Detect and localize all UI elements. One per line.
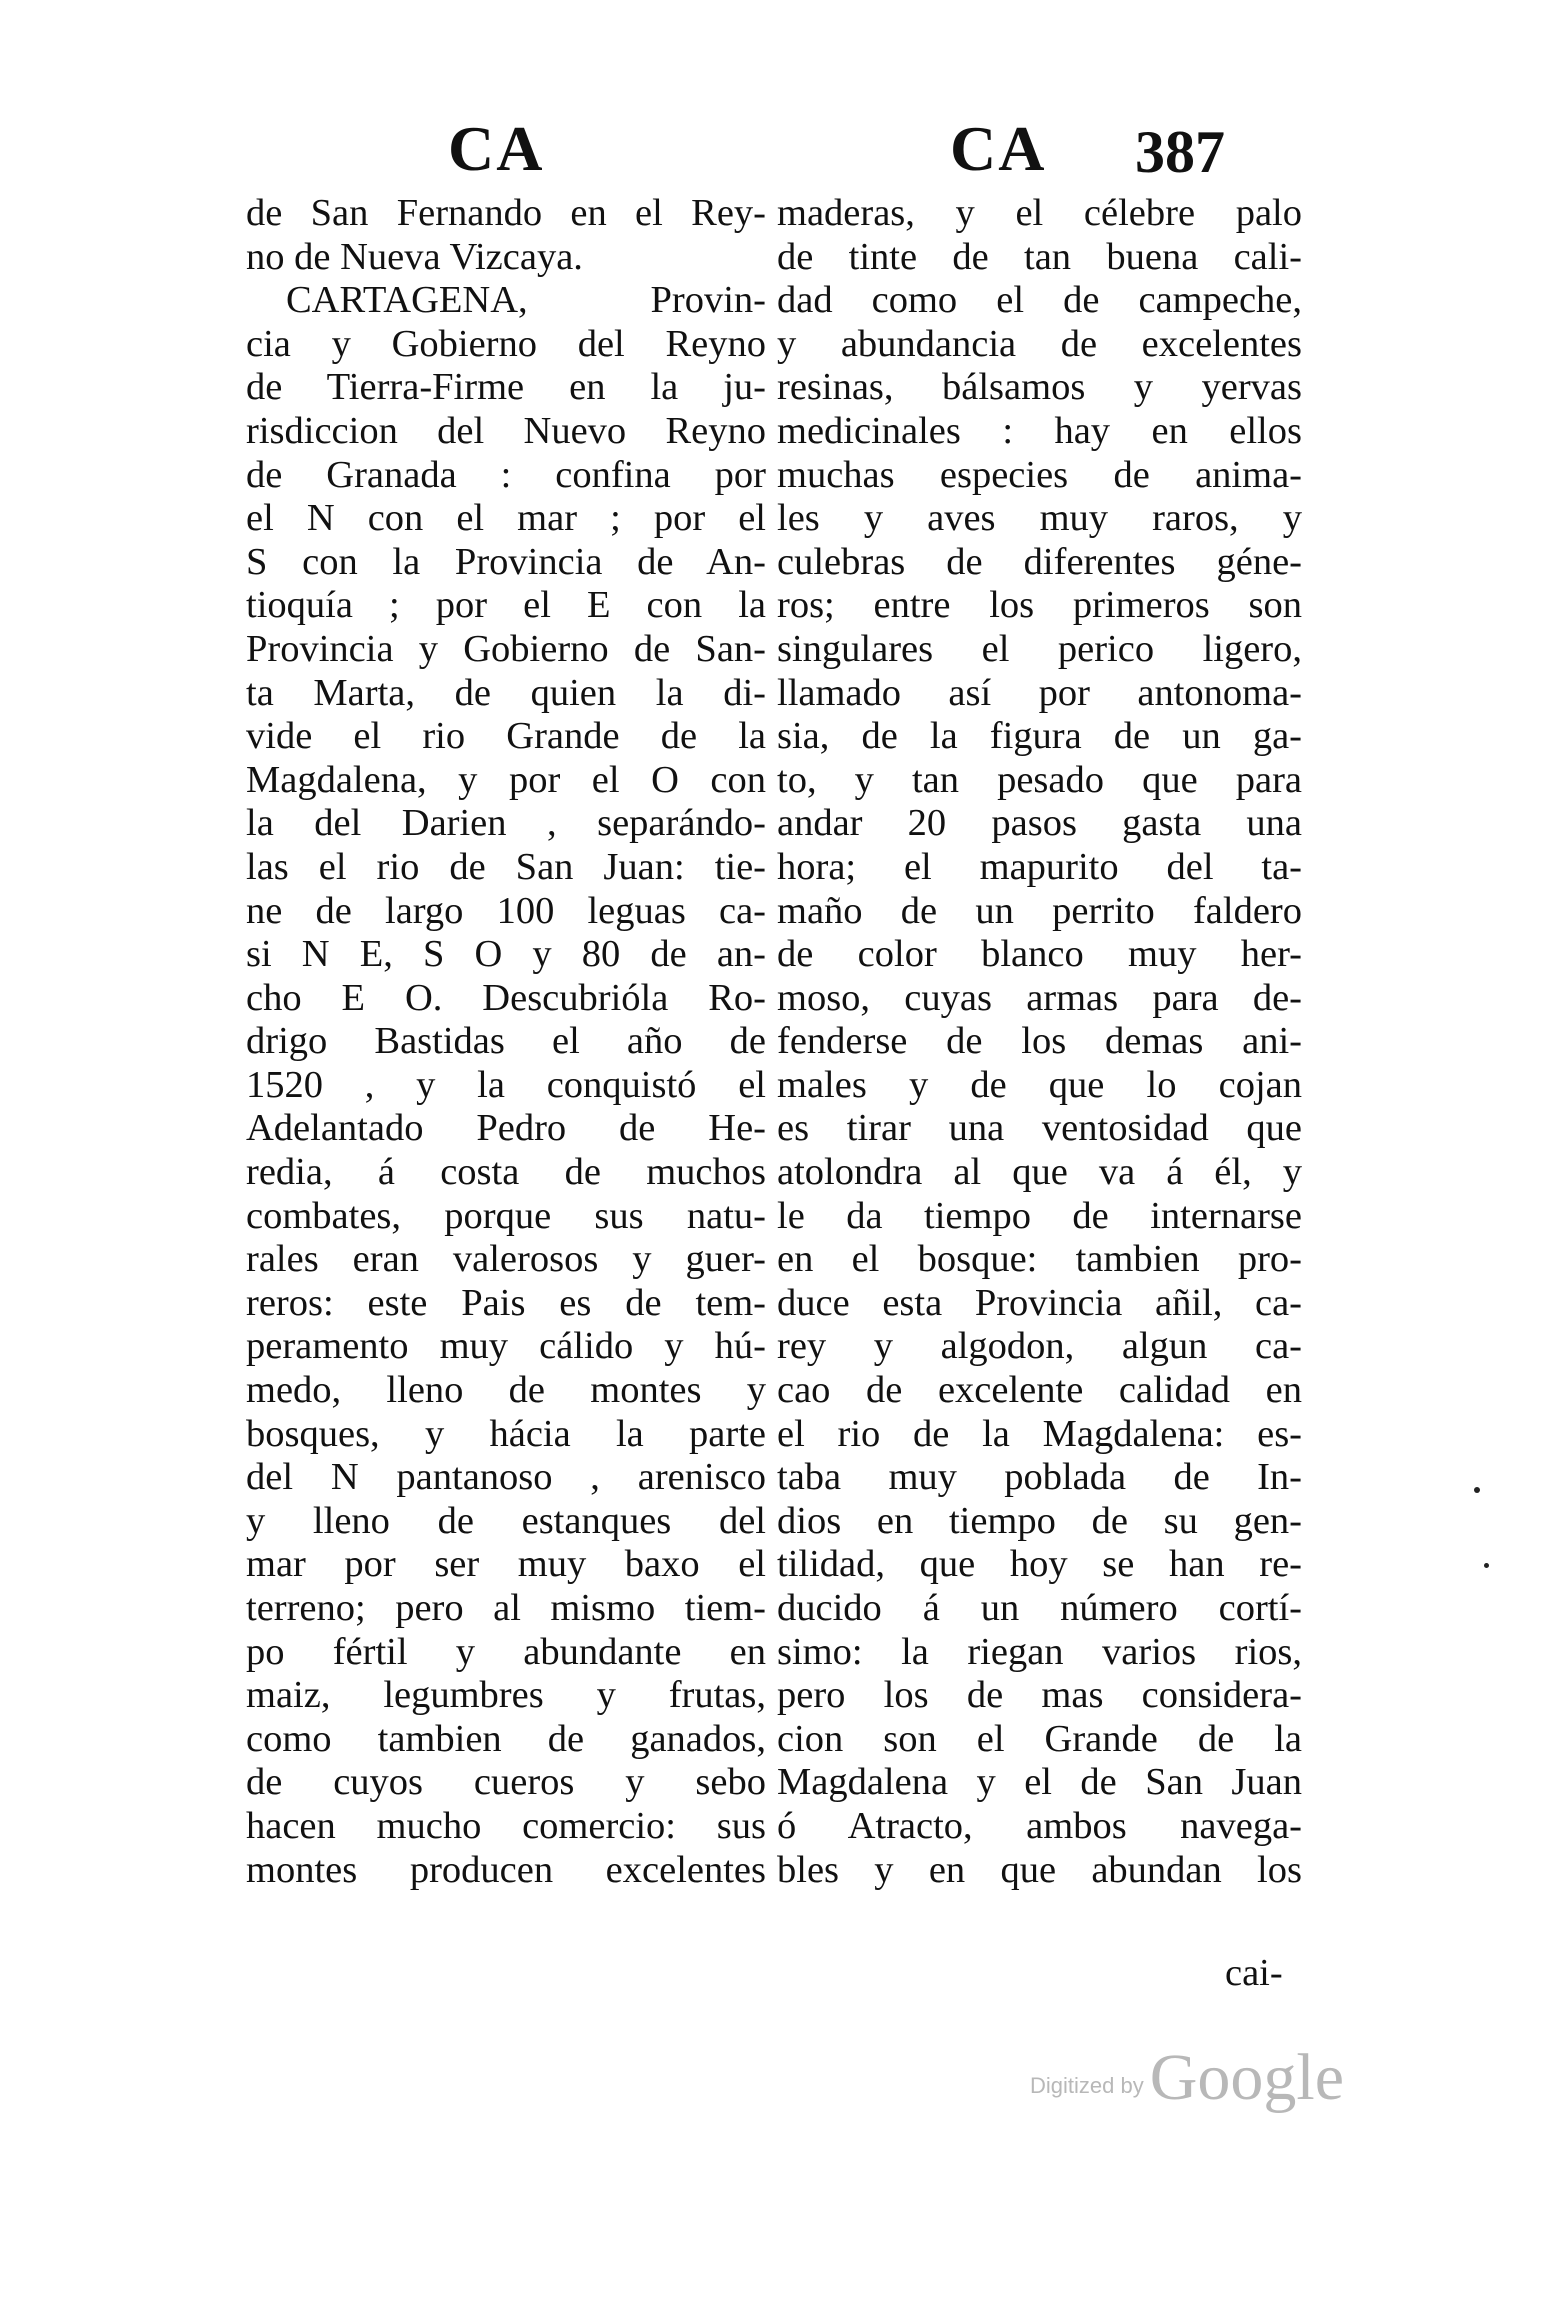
text-line: muchas especies de anima- <box>777 453 1302 496</box>
text-line: la del Darien , separándo- <box>246 802 766 845</box>
text-line: tilidad, que hoy se han re- <box>777 1543 1302 1586</box>
text-line: Magdalena y el de San Juan <box>777 1761 1302 1804</box>
text-line: de Granada : confina por <box>246 453 766 496</box>
text-line: si N E, S O y 80 de an- <box>246 933 766 976</box>
text-line: to, y tan pesado que para <box>777 758 1302 801</box>
right-text-column <box>777 192 1302 1892</box>
text-line: maderas, y el célebre palo <box>777 192 1302 234</box>
text-line: Adelantado Pedro de He- <box>246 1107 766 1150</box>
text-line: el N con el mar ; por el <box>246 497 766 540</box>
text-line: rey y algodon, algun ca- <box>777 1325 1302 1368</box>
text-line: cho E O. Descubrióla Ro- <box>246 976 766 1019</box>
page-number: 387 <box>1135 119 1225 185</box>
running-head-right: CA <box>950 113 1047 184</box>
text-line: maño de un perrito faldero <box>777 889 1302 932</box>
text-line: redia, á costa de muchos <box>246 1151 766 1194</box>
text-line: ta Marta, de quien la di- <box>246 671 766 714</box>
text-line: las el rio de San Juan: tie- <box>246 845 766 888</box>
text-line: singulares el perico ligero, <box>777 627 1302 670</box>
text-line: resinas, bálsamos y yervas <box>777 366 1302 409</box>
text-line: es tirar una ventosidad que <box>777 1107 1302 1150</box>
text-line: bles y en que abundan los <box>777 1848 1302 1891</box>
text-line: hora; el mapurito del ta- <box>777 845 1302 888</box>
text-line: de Tierra-Firme en la ju- <box>246 366 766 409</box>
text-line: les y aves muy raros, y <box>777 497 1302 540</box>
text-line: atolondra al que va á él, y <box>777 1151 1302 1194</box>
text-line: dad como el de campeche, <box>777 279 1302 322</box>
text-line: el rio de la Magdalena: es- <box>777 1412 1302 1455</box>
text-line: como tambien de ganados, <box>246 1717 766 1760</box>
text-line: risdiccion del Nuevo Reyno <box>246 409 766 452</box>
text-line: cia y Gobierno del Reyno <box>246 322 766 365</box>
text-line: mar por ser muy baxo el <box>246 1543 766 1586</box>
text-line: maiz, legumbres y frutas, <box>246 1674 766 1717</box>
text-line: combates, porque sus natu- <box>246 1194 766 1237</box>
text-line: andar 20 pasos gasta una <box>777 802 1302 845</box>
text-line: moso, cuyas armas para de- <box>777 976 1302 1019</box>
left-text-column <box>246 192 766 1892</box>
text-line: llamado así por antonoma- <box>777 671 1302 714</box>
text-line: le da tiempo de internarse <box>777 1194 1302 1237</box>
text-line: vide el rio Grande de la <box>246 715 766 758</box>
text-line: y lleno de estanques del <box>246 1499 766 1542</box>
text-line: del N pantanoso , arenisco <box>246 1456 766 1499</box>
text-line: cao de excelente calidad en <box>777 1369 1302 1412</box>
text-line: de San Fernando en el Rey- <box>246 192 766 234</box>
text-line: pero los de mas considera- <box>777 1674 1302 1717</box>
print-speck <box>1474 1487 1480 1493</box>
text-line: ducido á un número cortí- <box>777 1587 1302 1629</box>
text-line: drigo Bastidas el año de <box>246 1020 766 1063</box>
text-line: de tinte de tan buena cali- <box>777 235 1302 278</box>
text-line: cion son el Grande de la <box>777 1717 1302 1760</box>
text-line: fenderse de los demas ani- <box>777 1020 1302 1063</box>
watermark-brand: Google <box>1149 2041 1345 2114</box>
text-line: peramento muy cálido y hú- <box>246 1325 766 1368</box>
text-line: tioquía ; por el E con la <box>246 584 766 627</box>
text-line: culebras de diferentes géne- <box>777 540 1302 583</box>
text-line: en el bosque: tambien pro- <box>777 1238 1302 1281</box>
text-line: 1520 , y la conquistó el <box>246 1063 766 1106</box>
text-line: Magdalena, y por el O con <box>246 758 766 801</box>
text-line: duce esta Provincia añil, ca- <box>777 1281 1302 1324</box>
text-line: ros; entre los primeros son <box>777 584 1302 627</box>
text-line: medo, lleno de montes y <box>246 1369 766 1412</box>
text-line: sia, de la figura de un ga- <box>777 715 1302 758</box>
text-line: males y de que lo cojan <box>777 1063 1302 1106</box>
text-line: rales eran valerosos y guer- <box>246 1238 766 1281</box>
text-line: ó Atracto, ambos navega- <box>777 1804 1302 1847</box>
text-line: montes producen excelentes <box>246 1848 766 1891</box>
digitized-by-google-watermark <box>1030 2040 1344 2116</box>
text-line: terreno; pero al mismo tiem- <box>246 1587 766 1629</box>
text-line: bosques, y hácia la parte <box>246 1412 766 1455</box>
text-line: medicinales : hay en ellos <box>777 409 1302 452</box>
text-line: no de Nueva Vizcaya. <box>246 235 583 278</box>
text-line: dios en tiempo de su gen- <box>777 1499 1302 1542</box>
text-line: CARTAGENA, Provin- <box>286 279 766 322</box>
text-line: hacen mucho comercio: sus <box>246 1804 766 1847</box>
watermark-prefix: Digitized by <box>1030 2073 1144 2098</box>
text-line: de color blanco muy her- <box>777 933 1302 976</box>
text-line: S con la Provincia de An- <box>246 540 766 583</box>
text-line: taba muy poblada de In- <box>777 1456 1302 1499</box>
text-line: Provincia y Gobierno de San- <box>246 627 766 670</box>
print-speck <box>1484 1563 1489 1568</box>
text-line: simo: la riegan varios rios, <box>777 1630 1302 1673</box>
text-line: po fértil y abundante en <box>246 1630 766 1673</box>
text-line: ne de largo 100 leguas ca- <box>246 889 766 932</box>
text-line: de cuyos cueros y sebo <box>246 1761 766 1804</box>
running-head-left: CA <box>448 113 545 184</box>
text-line: reros: este Pais es de tem- <box>246 1281 766 1324</box>
catchword: cai- <box>1225 1952 1283 1994</box>
text-line: y abundancia de excelentes <box>777 322 1302 365</box>
